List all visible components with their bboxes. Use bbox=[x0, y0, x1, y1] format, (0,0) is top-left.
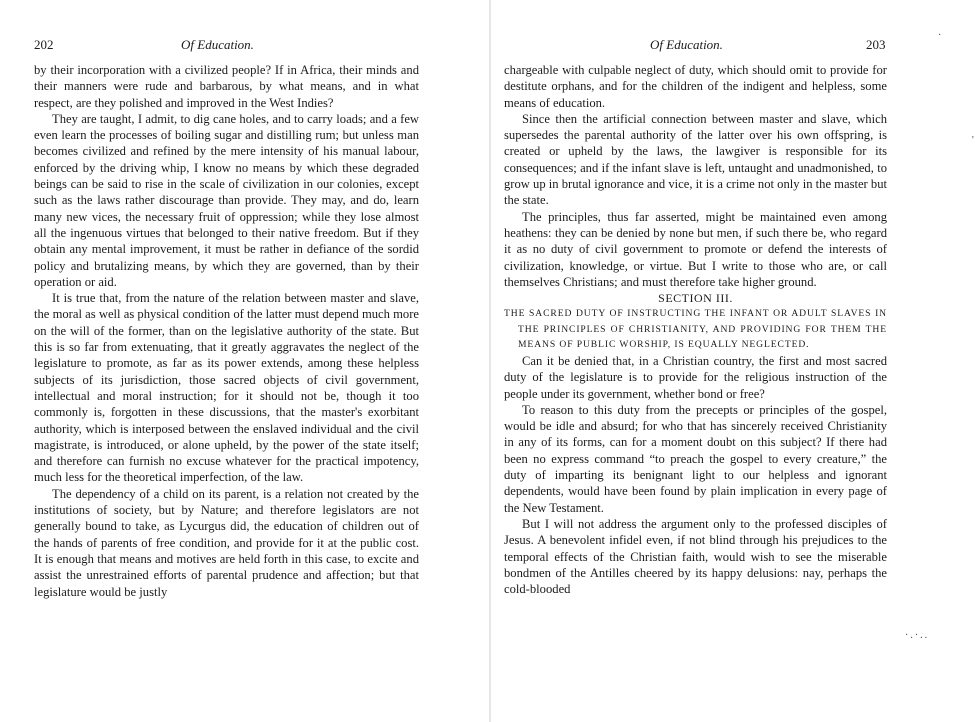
section-heading: SECTION III. bbox=[658, 291, 733, 306]
right-paragraph-6: But I will not address the argument only to the professed disciples of Jesus. A benevolent infidel even, if not blind through his prejudices to the temporal effects of the Christian faith, would wish to see the miserable bondmen of the Antilles cheered by its happy delusions: nay, perhaps the cold-blooded bbox=[504, 516, 887, 597]
left-paragraph-2: They are taught, I admit, to dig cane holes, and to carry loads; and a few even learn the processes of boiling sugar and distilling rum; but unless man becomes civilized and refined by the mere intensity of his manual labour, enforced by the driving whip, I know no means by which these degraded beings can be said to rise in the scale of civilization in our colonies, except such as the laws rather discourage than provide. They may, and do, learn many new vices, the necessary fruit of oppression; while they lose almost all the ingenuous virtues that belonged to their native freedom. But if they obtain any mental improvement, it must be rather in defiance of the sordid policy and brutalizing means, by which they are governed, than by their operation or aid. bbox=[34, 111, 419, 289]
margin-dots-icon: ·.·.. bbox=[905, 630, 930, 641]
left-text-column bbox=[34, 62, 419, 600]
margin-speck-icon: · bbox=[938, 30, 942, 41]
left-running-head: Of Education. bbox=[181, 37, 254, 52]
left-page-number: 202 bbox=[34, 37, 54, 52]
right-paragraph-1: chargeable with culpable neglect of duty, which should omit to provide for destitute orphans, and for the children of the indigent and helpless, some means of education. bbox=[504, 63, 887, 110]
left-paragraph-4: The dependency of a child on its parent, is a relation not created by the institutions of society, but by Nature; and therefore legislators are not generally bound to take, as Lycurgus did, the education of children out of the hands of parents of free condition, and provide for it at the public cost. It is enough that means and motives are held forth in this case, to excite and assist the unrestrained efforts of parental prudence and affection; but that legislature would be justly bbox=[34, 486, 419, 599]
right-paragraph-3: The principles, thus far asserted, might be maintained even among heathens: they can be denied by none but men, if such there be, who regard it as no duty of civil government to promote or defend the interests of civilization, knowledge, or virtue. But I write to those who are, or call themselves Christians; and must therefore take higher ground. bbox=[504, 209, 887, 289]
section-summary: THE SACRED DUTY OF INSTRUCTING THE INFANT OR ADULT SLAVES IN THE PRINCIPLES OF CHRISTIANITY, AND PROVIDING FOR THEM THE MEANS OF PUBLIC WORSHIP, IS EQUALLY NEGLECTED. bbox=[504, 308, 887, 351]
margin-tick-icon: ' bbox=[972, 135, 974, 146]
right-paragraph-2: Since then the artificial connection between master and slave, which supersedes the parental authority of the latter over his own offspring, is created or upheld by the laws, the lawgiver is responsible for its consequences; and if the infant slave is left, untaught and unadmonished, to grow up in brutal ignorance and vice, it is a crime not only in the master but the state. bbox=[504, 111, 887, 208]
right-page-number: 203 bbox=[866, 37, 886, 52]
right-text-column bbox=[504, 62, 887, 597]
left-paragraph-1: by their incorporation with a civilized people? If in Africa, their minds and their manners were rude and barbarous, by what means, and in what respect, are they polished and improved in the West Indies? bbox=[34, 63, 419, 110]
right-paragraph-4: Can it be denied that, in a Christian country, the first and most sacred duty of the legislature is to provide for the religious instruction of the people under its government, whether bond or free? bbox=[504, 353, 887, 401]
right-running-head: Of Education. bbox=[650, 37, 723, 52]
right-page bbox=[490, 0, 980, 722]
right-paragraph-5: To reason to this duty from the precepts or principles of the gospel, would be idle and absurd; for who that has sincerely received Christianity in any of its forms, can for a moment doubt on this subject? If there had been no express command “to preach the gospel to every creature,” the duty of imparting its benignant light to our helpless and ignorant dependents, would have been found by plain implication in every page of the New Testament. bbox=[504, 402, 887, 515]
left-paragraph-3: It is true that, from the nature of the relation between master and slave, the moral as well as physical condition of the latter must depend much more on the will of the former, than on the legislative authority of the state. But this is so far from extenuating, that it greatly aggravates the neglect of the legislature to promote, as far as its power extends, among these helpless subjects of its jurisdiction, those sacred objects of civil government, intellectual and moral instruction; for it should not be, though it too commonly is, forgotten in these discussions, that the master's exorbitant authority, which is interposed between the enslaved individual and the civil magistrate, is introduced, or alone upheld, by the power of the state itself; and therefore can furnish no excuse whatever for the practical impotency, much less for the theoretical imperfection, of the law. bbox=[34, 291, 419, 485]
